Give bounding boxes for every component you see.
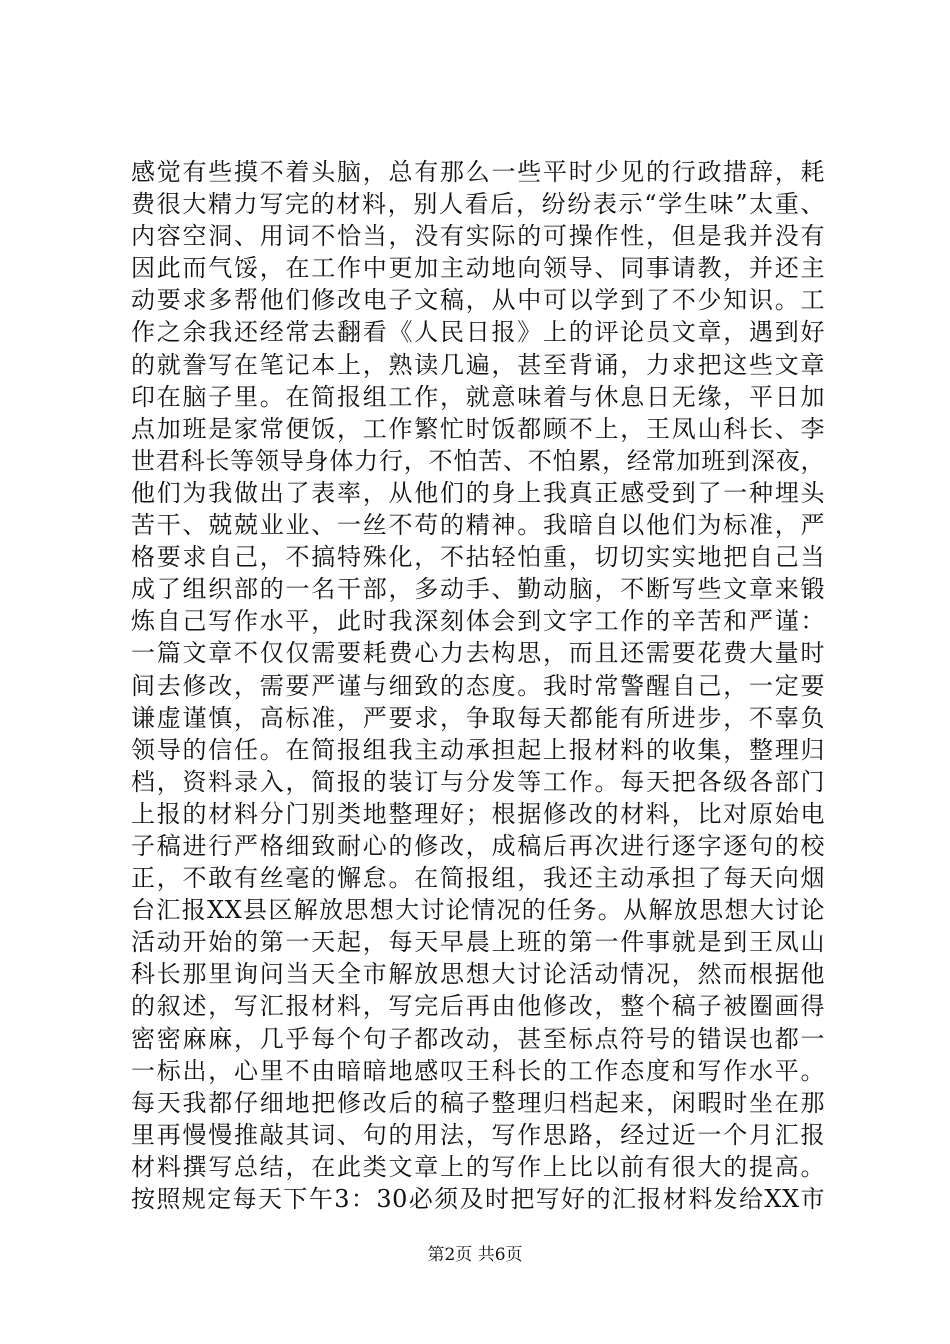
text-line-20: 档，资料录入，简报的装订与分发等工作。每天把各级各部门 xyxy=(131,767,825,796)
text-line-12: 苦干、兢兢业业、一丝不苟的精神。我暗自以他们为标准，严 xyxy=(131,511,825,540)
text-line-9: 点加班是家常便饭，工作繁忙时饭都顾不上，王凤山科长、李 xyxy=(131,414,825,443)
text-line-1: 感觉有些摸不着头脑，总有那么一些平时少见的行政措辞，耗 xyxy=(131,158,825,186)
text-line-19: 领导的信任。在简报组我主动承担起上报材料的收集，整理归 xyxy=(131,735,825,764)
text-line-5: 动要求多帮他们修改电子文稿，从中可以学到了不少知识。工 xyxy=(131,286,825,315)
page-number: 第2页 共6页 xyxy=(427,1245,523,1265)
text-line-11: 他们为我做出了表率，从他们的身上我真正感受到了一种埋头 xyxy=(131,478,825,507)
text-line-31: 里再慢慢推敲其词、句的用法，写作思路，经过近一个月汇报 xyxy=(131,1120,825,1149)
text-line-24: 台汇报XX县区解放思想大讨论情况的任务。从解放思想大讨论 xyxy=(131,896,825,925)
text-line-4: 因此而气馁，在工作中更加主动地向领导、同事请教，并还主 xyxy=(131,254,825,283)
text-line-6: 作之余我还经常去翻看《人民日报》上的评论员文章，遇到好 xyxy=(131,318,825,347)
text-line-10: 世君科长等领导身体力行，不怕苦、不怕累，经常加班到深夜， xyxy=(131,446,825,475)
text-line-14: 成了组织部的一名干部，多动手、勤动脑，不断写些文章来锻 xyxy=(131,575,825,604)
text-line-23: 正，不敢有丝毫的懈怠。在简报组，我还主动承担了每天向烟 xyxy=(131,864,825,893)
text-line-18: 谦虚谨慎，高标准，严要求，争取每天都能有所进步，不辜负 xyxy=(131,703,825,732)
text-line-28: 密密麻麻，几乎每个句子都改动，甚至标点符号的错误也都一 xyxy=(131,1024,825,1053)
text-line-22: 子稿进行严格细致耐心的修改，成稿后再次进行逐字逐句的校 xyxy=(131,831,825,860)
text-line-8: 印在脑子里。在简报组工作，就意味着与休息日无缘，平日加 xyxy=(131,382,825,411)
text-line-25: 活动开始的第一天起，每天早晨上班的第一件事就是到王凤山 xyxy=(131,928,825,957)
text-line-27: 的叙述，写汇报材料，写完后再由他修改，整个稿子被圈画得 xyxy=(131,992,825,1021)
text-line-7: 的就誊写在笔记本上，熟读几遍，甚至背诵，力求把这些文章 xyxy=(131,350,825,379)
page-footer xyxy=(0,1244,950,1266)
text-line-3: 内容空洞、用词不恰当，没有实际的可操作性，但是我并没有 xyxy=(131,222,825,251)
text-line-29: 一标出，心里不由暗暗地感叹王科长的工作态度和写作水平。 xyxy=(131,1056,825,1085)
text-line-30: 每天我都仔细地把修改后的稿子整理归档起来，闲暇时坐在那 xyxy=(131,1088,825,1117)
text-line-13: 格要求自己，不搞特殊化，不拈轻怕重，切切实实地把自己当 xyxy=(131,543,825,572)
text-line-15: 炼自己写作水平，此时我深刻体会到文字工作的辛苦和严谨： xyxy=(131,607,825,636)
text-line-17: 间去修改，需要严谨与细致的态度。我时常警醒自己，一定要 xyxy=(131,671,825,700)
body-text xyxy=(131,156,825,1215)
text-line-32: 材料撰写总结，在此类文章上的写作上比以前有很大的提高。 xyxy=(131,1152,825,1181)
text-line-21: 上报的材料分门别类地整理好；根据修改的材料，比对原始电 xyxy=(131,799,825,828)
text-line-16: 一篇文章不仅仅需要耗费心力去构思，而且还需要花费大量时 xyxy=(131,639,825,668)
text-line-2: 费很大精力写完的材料，别人看后，纷纷表示“学生味”太重、 xyxy=(131,190,825,219)
text-line-33: 按照规定每天下午3：30必须及时把写好的汇报材料发给XX市 xyxy=(131,1185,825,1213)
text-line-26: 科长那里询问当天全市解放思想大讨论活动情况，然而根据他 xyxy=(131,960,825,989)
